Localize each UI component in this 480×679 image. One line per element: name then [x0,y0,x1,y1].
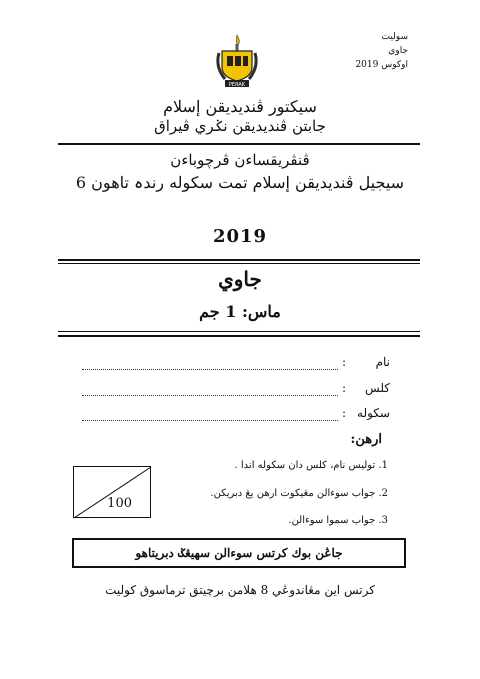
organization-title: سيكتور ڤنديديقن إسلام [163,97,317,116]
school-field-label: سكوله [357,406,390,420]
do-not-open-notice [72,538,406,568]
name-field-colon: : [342,355,347,369]
year-divider-top [58,259,420,261]
name-field-blank[interactable] [82,369,338,370]
class-field-blank[interactable] [82,395,338,396]
score-box[interactable] [73,466,151,518]
department-title: جابتن ڤنديديقن نݢري ڤيراق [154,117,326,135]
exam-type: ڤنڤريقساءن ڤرچوباءن [170,151,310,169]
name-field-label: نام [375,355,390,369]
exam-duration: ماس: 1 جم [199,302,281,321]
exam-year: 2019 [212,226,268,247]
score-box-diagonal [74,467,152,519]
corner-note-line1: سوليت [381,32,408,42]
time-divider-top [58,331,420,332]
perak-seal-logo [211,33,263,89]
school-field-colon: : [342,406,347,420]
max-score: 100 [107,496,132,511]
notice-text: جاڠن بوك كرتس سوءالن سهيڠݢ دبريتاهو [135,546,343,560]
instruction-item-3: 3. جواب سموا سوءالن. [288,515,388,526]
corner-note-line2: جاوي [388,46,408,56]
corner-note [355,30,408,72]
time-divider-bottom [58,335,420,337]
school-field-blank[interactable] [82,420,338,421]
subject-title: جاوي [218,267,262,291]
seal-banner-text: PERAK [228,82,246,88]
exam-name: سيجيل ڤنديديقن إسلام تمت سكوله رندہ تاهون 6 [75,173,405,192]
page-count-footer: كرتس اين مڠاندوڠي 8 هلامن برچيتق ترماسوق كوليت [105,583,375,597]
header-divider [58,143,420,145]
instruction-item-1: 1. توليس نام، كلس دان سكوله اندا . [234,460,388,471]
class-field-colon: : [342,381,347,395]
class-field-label: كلس [365,381,390,395]
instruction-item-2: 2. جواب سوءالن مڠيكوت ارهن يڠ دبريكن. [210,488,388,499]
year-divider-bottom [58,263,420,264]
corner-note-line3: اوكوس 2019 [355,60,408,70]
instructions-heading: ارهن: [350,432,382,447]
